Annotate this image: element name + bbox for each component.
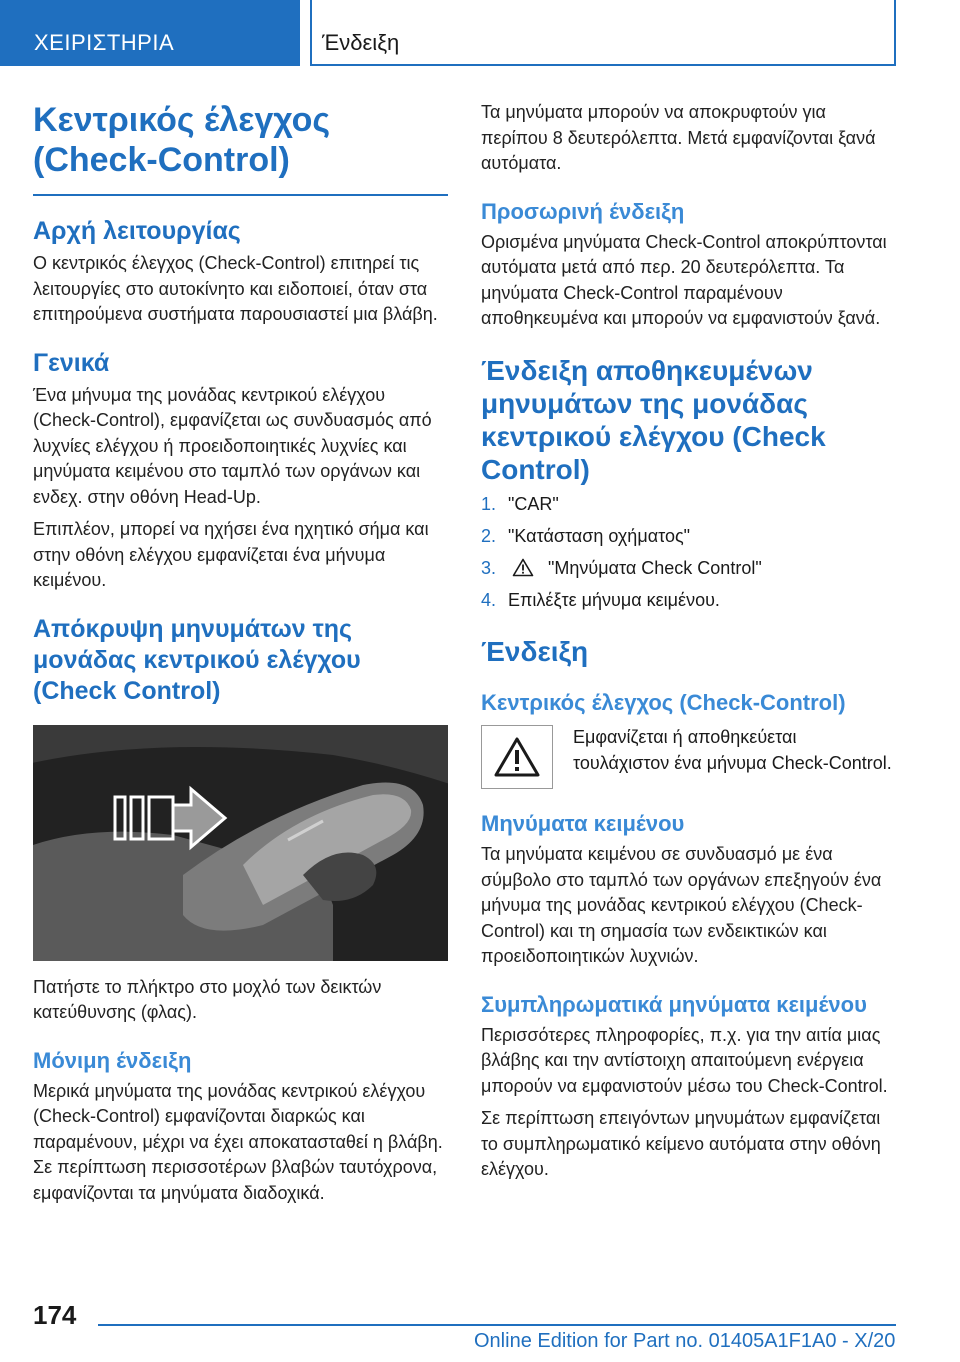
heading-display: Ένδειξη [481, 636, 589, 667]
heading-text-messages: Μηνύματα κειμένου [481, 811, 685, 836]
heading-general: Γενικά [33, 348, 110, 377]
right-column [481, 100, 896, 1190]
heading-principle: Αρχή λειτουργίας [33, 217, 241, 245]
section-label: Ένδειξη [322, 30, 400, 55]
chapter-label: ΧΕΙΡΙΣΤΗΡΙΑ [34, 30, 175, 55]
warning-triangle-icon [481, 725, 553, 789]
heading-supplementary: Συμπληρωματικά μηνύματα κειμένου [481, 991, 867, 1017]
header-chapter-tab [0, 0, 300, 66]
title-rule [33, 194, 448, 196]
text-permanent-display: Μερικά μηνύματα της μονάδας κεντρικού ελέγχου (Check-Control) εμφανίζονται διαρκώς και παραμένουν, μέχρι να έχει αποκατασταθεί η βλάβη. Σε περίπτωση περισσοτέρων βλαβών ταυτόχρονα, εμφανίζονται τα μηνύματα διαδοχικά. [33, 1080, 443, 1203]
header-divider [310, 0, 312, 66]
text-temporary-display: Ορισμένα μηνύματα Check-Control αποκρύπτονται αυτόματα μετά από περ. 20 δευτερόλεπτα. Τα μηνύματα Check-Control παραμένουν αποθηκευμένα και μπορούν να εμφανιστούν ξανά. [481, 231, 887, 328]
list-item: 2. "Κατάσταση οχήματος" [481, 525, 691, 546]
header-underline [310, 64, 896, 66]
footer-rule [98, 1324, 896, 1326]
edition-note: Online Edition for Part no. 01405A1F1A0 - X/20 [474, 1330, 896, 1352]
text-general-1: Ένα μήνυμα της μονάδας κεντρικού ελέγχου (Check-Control), εμφανίζεται ως συνδυασμός από λυχνίες ελέγχου ή προειδοποιητικές λυχνίες και μηνύματα κειμένου στο ταμπλό των οργάνων και ενδεχ. στην οθόνη Head-Up. [33, 384, 432, 507]
text-hide-duration: Τα μηνύματα μπορούν να αποκρυφτούν για περίπου 8 δευτερόλεπτα. Μετά εμφανίζονται ξανά αυτόματα. [481, 102, 876, 173]
text-general-2: Επιπλέον, μπορεί να ηχήσει ένα ηχητικό σήμα και στην οθόνη ελέγχου εμφανίζεται ένα μήνυμα κειμένου. [33, 519, 429, 590]
caption-lever: Πατήστε το πλήκτρο στο μοχλό των δεικτών κατεύθυνσης (φλας). [33, 976, 382, 1022]
heading-check-control: Κεντρικός έλεγχος (Check-Control) [481, 690, 846, 715]
text-supplementary-1: Περισσότερες πληροφορίες, π.χ. για την αιτία μιας βλάβης και την αντίστοιχη απαιτούμενη ενέργεια μπορούν να εμφανιστούν μέσω του Check-Control. [481, 1024, 888, 1096]
page-number: 174 [33, 1300, 77, 1330]
steps-list [481, 492, 896, 614]
heading-temporary-display: Προσωρινή ένδειξη [481, 198, 685, 224]
page-title: Κεντρικός έλεγχος (Check-Control) [33, 101, 331, 179]
heading-hide-messages: Απόκρυψη μηνυμάτων της μονάδας κεντρικού ελέγχου (Check Control) [33, 614, 361, 705]
list-item: 4. Επιλέξτε μήνυμα κειμένου. [481, 589, 720, 610]
text-supplementary-2: Σε περίπτωση επειγόντων μηνυμάτων εμφανίζεται το συμπληρωματικό κείμενο αυτόματα στην οθόνη ελέγχου. [481, 1108, 881, 1179]
check-control-callout [481, 725, 896, 789]
header-right-border [894, 0, 896, 66]
turn-signal-lever-image [33, 725, 448, 961]
text-principle: Ο κεντρικός έλεγχος (Check-Control) επιτηρεί τις λειτουργίες στο αυτοκίνητο και ειδοποιεί, όταν στα επιτηρούμενα συστήματα παρουσιαστεί μια βλάβη. [33, 253, 438, 324]
heading-permanent-display: Μόνιμη ένδειξη [33, 1047, 192, 1073]
list-item: 3. "Μηνύματα Check Control" [481, 557, 762, 578]
warning-triangle-icon [512, 558, 534, 577]
text-text-messages: Τα μηνύματα κειμένου σε συνδυασμό με ένα σύμβολο στο ταμπλό των οργάνων επεξηγούν ένα μήνυμα της μονάδας κεντρικού ελέγχου (Check-Control) και τη σημασία των ενδεικτικών και προειδοποιητικών λυχνιών. [481, 844, 882, 966]
list-item: 1. "CAR" [481, 493, 559, 514]
check-control-text: Εμφανίζεται ή αποθηκεύεται τουλάχιστον ένα μήνυμα Check-Control. [573, 727, 892, 773]
heading-stored-messages: Ένδειξη αποθηκευμένων μηνυμάτων της μονάδας κεντρικού ελέγχου (Check Control) [481, 354, 826, 485]
left-column [33, 100, 448, 1213]
